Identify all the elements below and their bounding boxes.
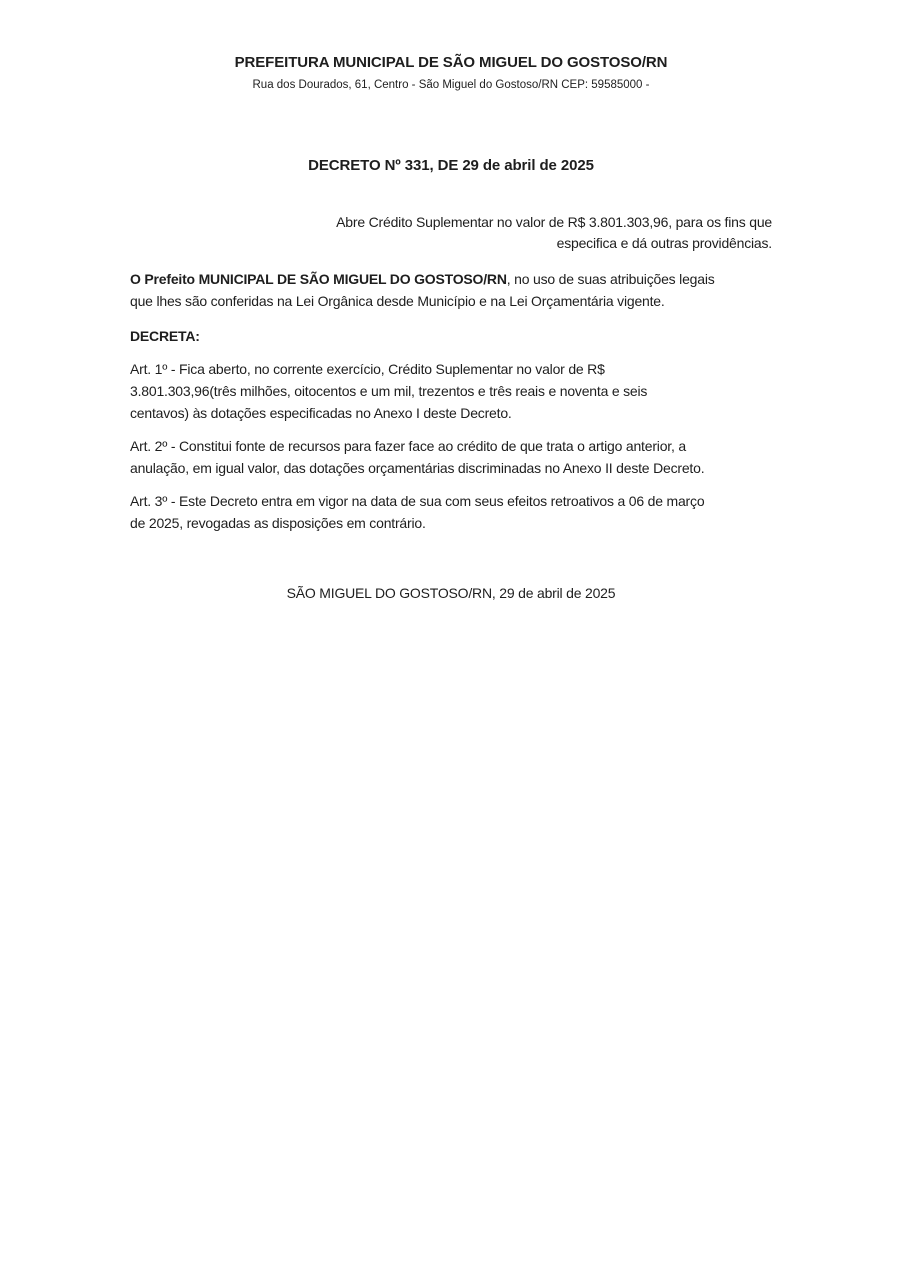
article-line: de 2025, revogadas as disposições em contrário. — [130, 515, 426, 531]
article-line: Art. 2º - Constitui fonte de recursos para fazer face ao crédito de que trata o artigo anterior, a — [130, 438, 686, 454]
preamble-line1-rest: , no uso de suas atribuições legais — [506, 271, 715, 287]
article-line: centavos) às dotações especificadas no Anexo I deste Decreto. — [130, 405, 512, 421]
decree-preamble — [130, 268, 772, 312]
preamble-bold-lead: O Prefeito MUNICIPAL DE SÃO MIGUEL DO GOSTOSO/RN — [130, 271, 507, 287]
article-line: anulação, em igual valor, das dotações orçamentárias discriminadas no Anexo II deste Decreto. — [130, 460, 705, 476]
prefecture-title: PREFEITURA MUNICIPAL DE SÃO MIGUEL DO GOSTOSO/RN — [234, 54, 668, 71]
closing-place-date: SÃO MIGUEL DO GOSTOSO/RN, 29 de abril de 2025 — [286, 585, 616, 601]
decreta-label: DECRETA: — [130, 328, 200, 344]
document-content — [0, 0, 900, 604]
article-1 — [130, 358, 772, 424]
article-line: Art. 3º - Este Decreto entra em vigor na data de sua com seus efeitos retroativos a 06 de março — [130, 493, 705, 509]
decree-title: DECRETO Nº 331, DE 29 de abril de 2025 — [308, 157, 594, 174]
preamble-line — [130, 268, 772, 290]
article-line: 3.801.303,96(três milhões, oitocentos e um mil, trezentos e três reais e noventa e seis — [130, 383, 648, 399]
article-3 — [130, 490, 772, 534]
summary-line: especifica e dá outras providências. — [556, 235, 772, 251]
decree-summary — [280, 212, 772, 254]
preamble-line: que lhes são conferidas na Lei Orgânica desde Município e na Lei Orçamentária vigente. — [130, 293, 665, 309]
prefecture-address: Rua dos Dourados, 61, Centro - São Miguel do Gostoso/RN CEP: 59585000 - — [252, 79, 650, 91]
letterhead — [130, 0, 772, 93]
article-2 — [130, 435, 772, 479]
summary-line: Abre Crédito Suplementar no valor de R$ 3.801.303,96, para os fins que — [336, 214, 772, 230]
article-line: Art. 1º - Fica aberto, no corrente exercício, Crédito Suplementar no valor de R$ — [130, 361, 605, 377]
